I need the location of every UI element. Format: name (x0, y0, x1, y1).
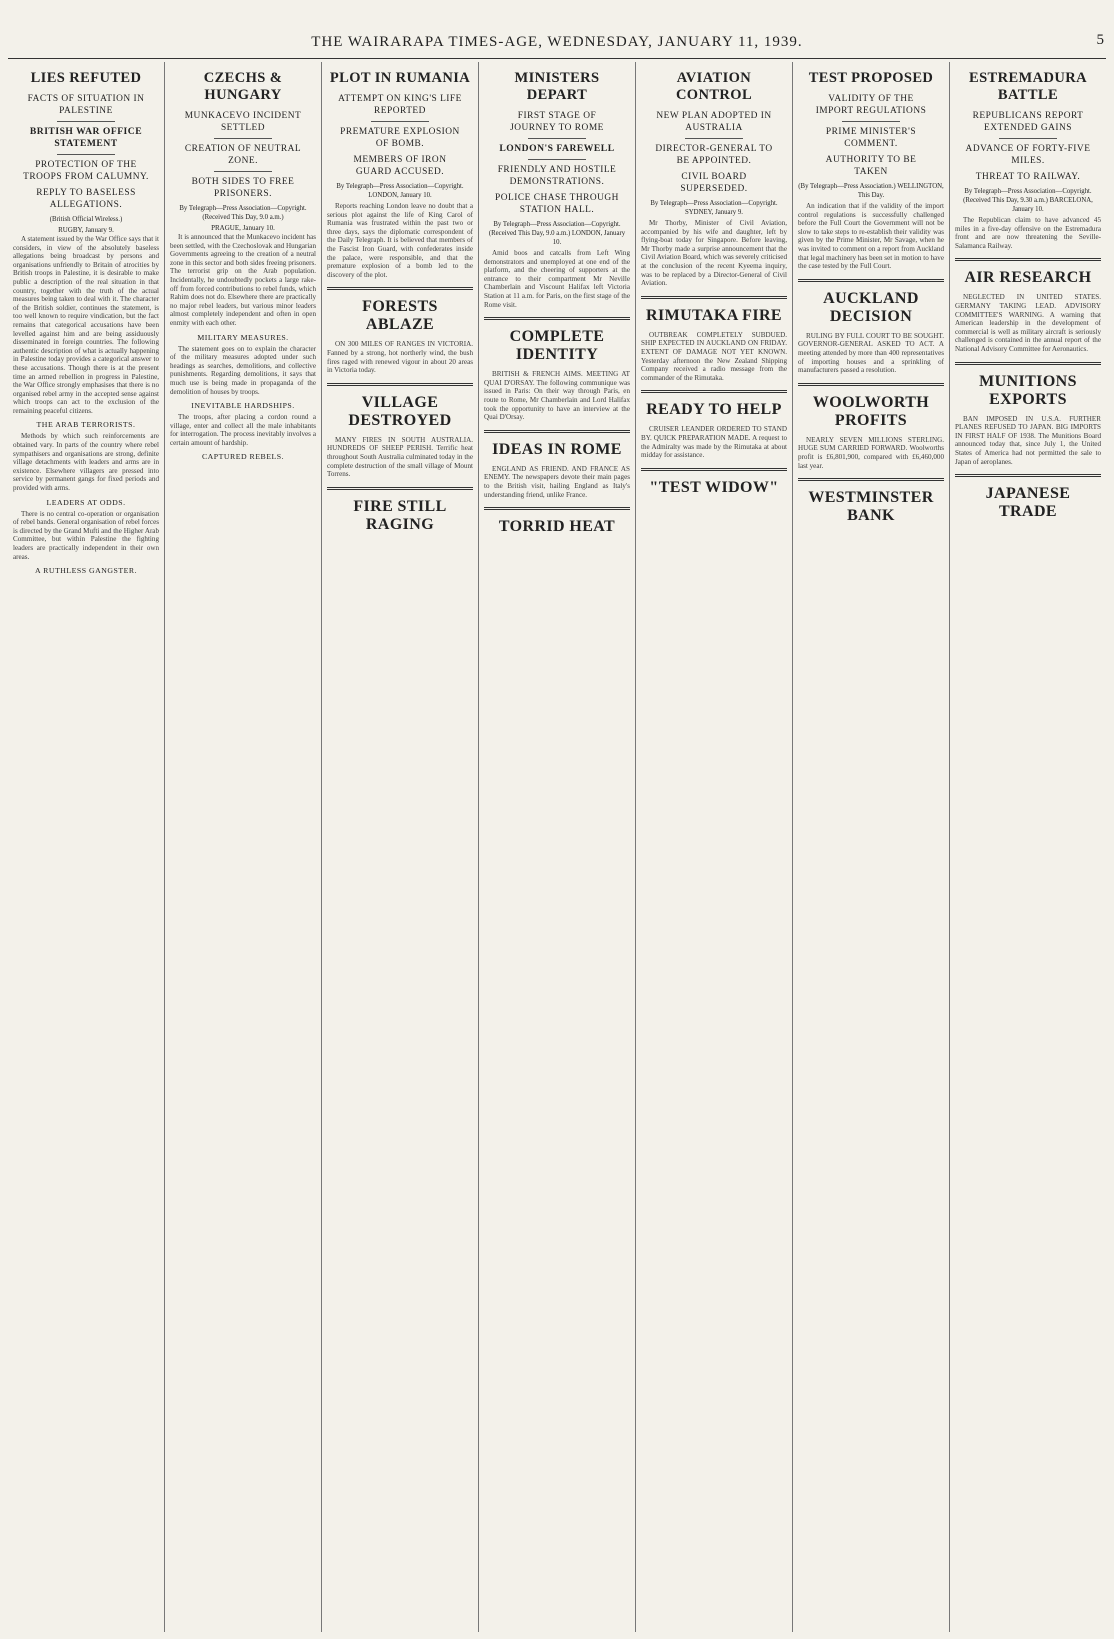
section-rule (214, 171, 272, 172)
byline: By Telegraph—Press Association—Copyright. (Received This Day, 9.0 a.m.) (179, 205, 307, 221)
byline: (By Telegraph—Press Association.) WELLINGTON, This Day. (798, 183, 944, 199)
article-body (484, 465, 630, 499)
article-text: A statement issued by the War Office says that it considers, in view of the absolutely baseless allegations being broadcast by persons and organisations unfriendly to Britain of atrocities by British troops in Palestine, it is desirable to make public a description of the real situation in that country, together with the truth of the actual measures being taken to deal with it. The character of the British soldier, continues the statement, is too well known to require vindication, but the fact remains that categorical accusations have been levelled against him and are being assiduously disseminated in foreign countries. The following authentic description of what is actually happening in Palestine today provides a categorical answer to these accusations. Though there is at the present time an armed rebellion in progress in Palestine, the War Office strongly emphasises that there is no organised rebel army in the accepted sense against which troops can act to the exclusion of the remaining peaceful citizens. (13, 235, 159, 415)
headline: IDEAS IN ROME (492, 440, 622, 458)
news-column-1 (8, 62, 165, 1632)
subheadline: CREATION OF NEUTRAL ZONE. (184, 144, 302, 166)
subheadline: NEW PLAN ADOPTED IN AUSTRALIA (656, 111, 772, 133)
subheadline: ATTEMPT ON KING'S LIFE REPORTED (338, 94, 462, 116)
subheadline: VALIDITY OF THE IMPORT REGULATIONS (815, 94, 927, 116)
section-rule (842, 121, 900, 122)
article-body (327, 340, 473, 374)
article-body (13, 510, 159, 562)
masthead: THE WAIRARAPA TIMES-AGE, WEDNESDAY, JANUARY 11, 1939. (311, 34, 803, 50)
subheadline: FACTS OF SITUATION IN PALESTINE (27, 94, 145, 116)
article-text: ENGLAND AS FRIEND. AND FRANCE AS ENEMY. The newspapers devote their main pages to the British visit, hailing England as Italy's understanding friend, unlike France. (484, 464, 630, 499)
subheadline: BRITISH WAR OFFICE STATEMENT (29, 126, 143, 149)
article-divider (955, 258, 1101, 261)
article-divider (955, 362, 1101, 365)
article-body (798, 332, 944, 375)
article-text: Mr Thorby, Minister of Civil Aviation, accompanied by his wife and daughter, left by flying-boat today for Singapore. Before leaving, Mr Thorby made a surprise announcement that the Civil Aviation Board, which was severely criticised at the conclusion of the recent Kyeema inquiry, was to be replaced by a Director-General of Civil Aviation. (641, 219, 787, 288)
subheadline: FRIENDLY AND HOSTILE DEMONSTRATIONS. (497, 165, 617, 187)
headline: "TEST WIDOW" (649, 478, 779, 496)
headline: MUNITIONS EXPORTS (979, 372, 1077, 408)
subheadline: FIRST STAGE OF JOURNEY TO ROME (510, 111, 604, 133)
article-text: Amid boos and catcalls from Left Wing demonstrators and unemployed at one end of the platform, and the cheering of supporters at the entrance to their compartment Mr Neville Chamberlain and Viscount Halifax left Victoria Station at 11 a.m. for Paris, on the first stage of the Rome visit. (484, 249, 630, 309)
article-body (641, 425, 787, 459)
article-text: There is no central co-operation or organisation of rebel bands. General organisation of rebel forces is directed by the Grand Mufti and the Higher Arab Committee, but within Palestine the fighting leaders are practically independent in their own areas. (13, 509, 159, 561)
article-divider (327, 383, 473, 386)
columns (8, 62, 1106, 1632)
article-text: Reports reaching London leave no doubt that a serious plot against the life of King Carol of Rumania was frustrated within the past two or three days, says the diplomatic correspondent of the Daily Telegraph. It is believed that members of the Fascist Iron Guard, with confederates inside the palace, were responsible, and that the premature explosion of a bomb led to the discovery of the plot. (327, 202, 473, 279)
headline: TEST PROPOSED (808, 70, 934, 86)
byline: By Telegraph—Press Association—Copyright. (Received This Day, 9.0 a.m.) LONDON, January 10. (488, 221, 626, 246)
subheadline: CIVIL BOARD SUPERSEDED. (680, 172, 748, 194)
article-text: The statement goes on to explain the character of the military measures adopted under such headings as searches, demolitions, and collective punishments. Regarding demolitions, it says that much use is being made in propaganda of the demolition of houses by troops. (170, 344, 316, 396)
article-body (955, 216, 1101, 250)
section-subhead: CAPTURED REBELS. (201, 452, 285, 462)
article-divider (484, 430, 630, 433)
page-number: 5 (1096, 32, 1104, 48)
article-body (798, 202, 944, 271)
headline: RIMUTAKA FIRE (645, 306, 783, 324)
article-text: OUTBREAK COMPLETELY SUBDUED. SHIP EXPECTED IN AUCKLAND ON FRIDAY. EXTENT OF DAMAGE NOT YET KNOWN. Yesterday afternoon the New Zealand Shipping Company received a radio message from the commander of the Rimutaka. (641, 330, 787, 382)
news-column-5 (636, 62, 793, 1632)
article-text: MANY FIRES IN SOUTH AUSTRALIA. HUNDREDS OF SHEEP PERISH. Terrific heat throughout South Australia culminated today in the complete destruction of the small village of Mount Torrens. (327, 435, 473, 479)
news-column-7 (950, 62, 1106, 1632)
news-column-3 (322, 62, 479, 1632)
subheadline: REPUBLICANS REPORT EXTENDED GAINS (972, 111, 1084, 133)
article-text: RULING BY FULL COURT TO BE SOUGHT. GOVERNOR-GENERAL ASKED TO ACT. A meeting attended by more than 400 representatives of importing houses and a sprinkling of manufacturers passed a resolution. (798, 331, 944, 375)
article-text: An indication that if the validity of the import control regulations is successfully challenged before the Full Court the Government will not be slow to take steps to re-establish their validity was given by the Prime Minister, Mr Savage, when he was invited to comment on a report from Auckland that legal machinery has been set in motion to have the case tested by the Full Court. (798, 202, 944, 271)
subheadline: POLICE CHASE THROUGH STATION HALL. (495, 193, 619, 215)
byline: By Telegraph—Press Association—Copyright. (Received This Day, 9.30 a.m.) BARCELONA, January 10. (963, 188, 1093, 213)
headline: AVIATION CONTROL (675, 70, 753, 103)
article-body (955, 415, 1101, 467)
headline: LIES REFUTED (30, 70, 142, 86)
subheadline: THREAT TO RAILWAY. (975, 172, 1081, 182)
article-divider (641, 390, 787, 393)
headline: MINISTERS DEPART (514, 70, 600, 103)
article-body (641, 331, 787, 383)
article-body (484, 370, 630, 422)
headline: FIRE STILL RAGING (353, 497, 447, 533)
subheadline: LONDON'S FAREWELL (499, 143, 615, 154)
subheadline: PROTECTION OF THE TROOPS FROM CALUMNY. (23, 160, 149, 182)
article-text: CRUISER LEANDER ORDERED TO STAND BY. QUICK PREPARATION MADE. A request to the Admiralty was made by the Rimutaka at about midday for assistance. (641, 425, 787, 460)
subheadline: DIRECTOR-GENERAL TO BE APPOINTED. (655, 144, 773, 166)
article-body (955, 293, 1101, 353)
headline: WESTMINSTER BANK (808, 489, 934, 525)
subheadline: REPLY TO BASELESS ALLEGATIONS. (36, 188, 136, 210)
article-text: NEARLY SEVEN MILLIONS STERLING. HUGE SUM CARRIED FORWARD. Woolworths profit is £6,801,900, compared with £6,460,000 last year. (798, 435, 944, 470)
article-body (327, 202, 473, 279)
news-column-2 (165, 62, 322, 1632)
article-divider (327, 287, 473, 290)
article-body (641, 219, 787, 288)
article-text: BAN IMPOSED IN U.S.A. FURTHER PLANES REFUSED TO JAPAN. BIG IMPORTS IN FIRST HALF OF 1938. The Munitions Board announced today that, since July 1, the United States of America had not permitted the sale to Japan of aeroplanes. (955, 414, 1101, 466)
headline: CZECHS & HUNGARY (203, 70, 283, 103)
article-text: ON 300 MILES OF RANGES IN VICTORIA. Fanned by a strong, hot northerly wind, the bush fires raged with renewed vigour in about 20 areas in Victoria today. (327, 340, 473, 375)
section-subhead: MILITARY MEASURES. (197, 332, 289, 342)
section-subhead: A RUTHLESS GANGSTER. (34, 566, 138, 576)
section-rule (371, 121, 429, 122)
dateline: RUGBY, January 9. (58, 226, 114, 234)
article-text: The Republican claim to have advanced 45 miles in a five-day offensive on the Estremadura front and are now threatening the Seville-Salamanca Railway. (955, 216, 1101, 250)
byline: By Telegraph—Press Association—Copyright. SYDNEY, January 9. (650, 200, 778, 216)
headline: AUCKLAND DECISION (823, 289, 919, 325)
subheadline: BOTH SIDES TO FREE PRISONERS. (191, 177, 295, 199)
article-body (13, 432, 159, 492)
article-body (170, 413, 316, 447)
headline: COMPLETE IDENTITY (509, 328, 605, 364)
article-divider (484, 317, 630, 320)
headline: TORRID HEAT (498, 518, 616, 536)
section-rule (57, 121, 115, 122)
headline: AIR RESEARCH (964, 269, 1092, 287)
news-column-6 (793, 62, 950, 1632)
headline: READY TO HELP (646, 401, 782, 419)
article-divider (641, 468, 787, 471)
section-rule (214, 138, 272, 139)
article-body (13, 235, 159, 415)
article-text: BRITISH & FRENCH AIMS. MEETING AT QUAI D'ORSAY. The following communique was issued in Paris: On their way through Paris, en route to Rome, Mr Chamberlain and Lord Halifax took the opportunity to have an interview at the Quai D'Orsay. (484, 370, 630, 422)
headline: WOOLWORTH PROFITS (812, 393, 930, 429)
article-text: The troops, after placing a cordon round a village, enter and collect all the male inhabitants for interrogation. The process inevitably involves a certain amount of hardship. (170, 413, 316, 447)
section-rule (528, 159, 586, 160)
subheadline: MUNKACEVO INCIDENT SETTLED (184, 111, 302, 133)
article-text: Methods by which such reinforcements are obtained vary. In parts of the country where rebel sympathisers and organisations are strong, definite village detachments with leaders and arms are in existence. Elsewhere villagers are pressed into service by permanent gangs for fixed periods and provided with arms. (13, 432, 159, 493)
headline: ESTREMADURA BATTLE (969, 70, 1087, 103)
news-column-4 (479, 62, 636, 1632)
section-subhead: THE ARAB TERRORISTS. (36, 420, 136, 430)
article-body (798, 436, 944, 470)
section-rule (999, 138, 1057, 139)
section-rule (685, 138, 743, 139)
subheadline: AUTHORITY TO BE TAKEN (825, 155, 917, 177)
section-subhead: INEVITABLE HARDSHIPS. (191, 401, 295, 411)
article-divider (484, 507, 630, 510)
subheadline: PREMATURE EXPLOSION OF BOMB. (340, 127, 460, 149)
article-body (170, 233, 316, 328)
article-body (327, 436, 473, 479)
headline: VILLAGE DESTROYED (348, 393, 452, 429)
section-rule (528, 138, 586, 139)
article-divider (798, 383, 944, 386)
article-divider (798, 478, 944, 481)
section-rule (57, 154, 115, 155)
article-text: NEGLECTED IN UNITED STATES. GERMANY TAKING LEAD. ADVISORY COMMITTEE'S WARNING. A warning that American leadership in the development of commercial is well as military aircraft is seriously challenged is contained in the annual report of the National Advisory Committee for Aeronautics. (955, 293, 1101, 353)
byline: (British Official Wireless.) (49, 216, 123, 223)
headline: JAPANESE TRADE (985, 485, 1071, 521)
article-divider (641, 296, 787, 299)
section-subhead: LEADERS AT ODDS. (46, 497, 126, 507)
headline: PLOT IN RUMANIA (329, 70, 471, 86)
article-body (484, 249, 630, 309)
byline: By Telegraph—Press Association—Copyright. LONDON, January 10. (336, 183, 464, 199)
masthead-rule (8, 58, 1106, 59)
article-divider (955, 474, 1101, 477)
dateline: PRAGUE, January 10. (211, 224, 275, 232)
article-text: It is announced that the Munkacevo incident has been settled, with the Czechoslovak and Hungarian Governments agreeing to the creation of a neutral zone in this sector and both sides freeing prisoners. The terrorist grip on the Arab population. Incidentally, he undoubtedly pockets a large rake-off from forced contributions to rebel funds, which Rahim does not do. Elsewhere there are practically no major rebel leaders, but various minor leaders almost completely independent and often in open enmity with each other. (170, 233, 316, 327)
article-divider (798, 279, 944, 282)
article-divider (327, 487, 473, 490)
subheadline: PRIME MINISTER'S COMMENT. (825, 127, 917, 149)
subheadline: ADVANCE OF FORTY-FIVE MILES. (965, 144, 1091, 166)
article-body (170, 345, 316, 397)
subheadline: MEMBERS OF IRON GUARD ACCUSED. (353, 155, 447, 177)
headline: FORESTS ABLAZE (362, 298, 438, 334)
